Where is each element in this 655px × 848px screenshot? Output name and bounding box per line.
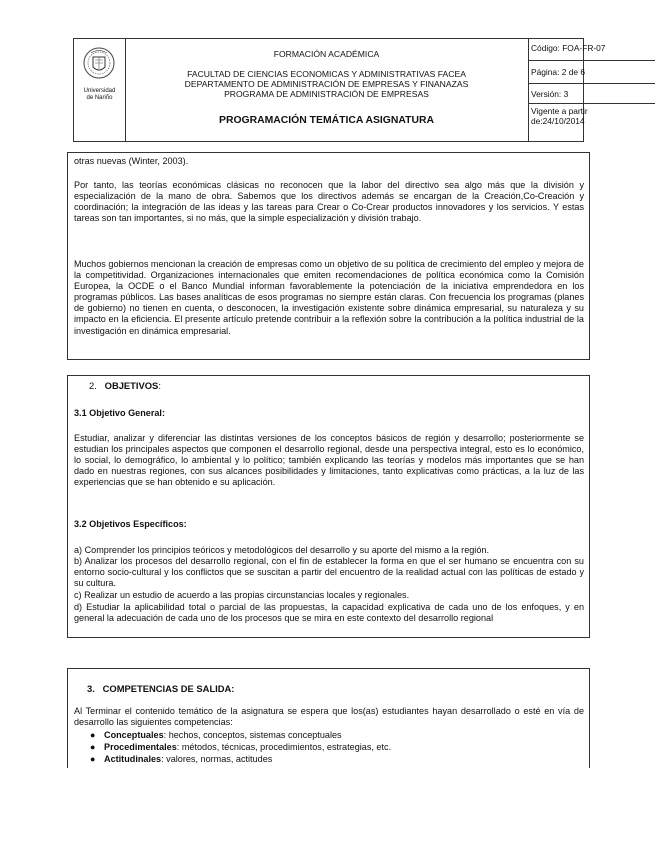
valid-from-line2: de:24/10/2014 [531,116,585,126]
paragraph: Por tanto, las teorías económicas clásicas no reconocen que la labor del directivo sea algo más que la división y especialización de la mano de obra. Sabemos que los directivos además se encargan de la Creación,Co-Creación y coordinación; la integración de las ideas y las tareas para Crear o Co-Crear productos innovadores y los servicios. Y estas tareas son tan importantes, si no más, que la simple especialización y división trabajo. [74,180,584,224]
competency-label: Conceptuales [104,730,164,740]
bullet-icon: ● [90,742,96,752]
competency-description: : hechos, conceptos, sistemas conceptuales [163,730,342,740]
section-colon: : [158,380,161,391]
specific-objective-a: a) Comprender los principios teóricos y metodológicos del desarrollo y su aporte del mismo a la región. [74,545,489,555]
specific-objective-b: b) Analizar los procesos del desarrollo regional, con el fin de establecer la forma en que el ser humano se encuentra con su entorno socio-cultural y los conflictos que se suscitan a partir del encuentro de la realidad actual con las políticas de estado y su cultura. [74,556,584,589]
competency-label: Procedimentales [104,742,177,752]
competency-description: : valores, normas, actitudes [161,754,273,764]
page-number: Página: 2 de 6 [531,67,586,77]
section-title: OBJETIVOS [104,380,159,391]
section-number: 2. [89,380,97,391]
section-number: 3. [87,683,95,694]
paragraph: Muchos gobiernos mencionan la creación de empresas como un objetivo de su política de crecimiento del empleo y mejora de la competitividad. Organizaciones internacionales que emiten recomendaciones de política económica como la Comisión Europea, la OCDE o el Banco Mundial informan favorablemente la potenciación de la iniciativa emprendedora en los programas públicos. Las bases analíticas de esos programas no siempre están claras. Con frecuencia los programas (planes de gobierno) no tienen en cuenta, o desconocen, la investigación existente sobre dinámica empresarial, su naturaleza y su impacto en la eficiencia. El presente artículo pretende contribuir a la reflexión sobre la contribución a la política industrial de la investigación en dinámica empresarial. [74,259,584,336]
competency-label: Actitudinales [104,754,162,764]
document-title: PROGRAMACIÓN TEMÁTICA ASIGNATURA [219,115,434,126]
divider [528,83,655,84]
logo-text-line2: de Nariño [86,95,113,101]
university-seal-icon [82,45,116,85]
department-name: DEPARTAMENTO DE ADMINISTRACIÓN DE EMPRESAS Y FINANAZAS [184,79,469,89]
competency-description: : métodos, técnicas, procedimientos, estrategias, etc. [176,742,392,752]
logo-text [76,88,123,102]
doc-version: Versión: 3 [531,89,569,99]
logo-text-line1: Universidad [83,88,116,94]
competencies-section-box [67,668,590,768]
paragraph: otras nuevas (Winter, 2003). [74,156,189,166]
general-objective-heading: 3.1 Objetivo General: [74,408,165,418]
document-header [73,38,606,142]
program-name: PROGRAMA DE ADMINISTRACIÓN DE EMPRESAS [224,89,429,99]
section-heading [89,380,161,391]
section-heading [87,683,234,694]
bullet-icon: ● [90,754,96,764]
header-title: FORMACIÓN ACADÉMICA [273,49,380,59]
header-meta-cell [528,39,606,141]
objectives-section-box [67,375,590,638]
specific-objective-d: d) Estudiar la aplicabilidad total o parcial de las propuestas, la capacidad explicativa de cada uno de los enfoques, y en general la adecuación de cada uno de los procesos que se mira en este contexto del desarrollo regional [74,602,584,624]
doc-code: Código: FOA-FR-07 [531,43,606,53]
divider [528,103,655,104]
header-title-cell [125,39,529,141]
general-objective-text: Estudiar, analizar y diferenciar las distintas versiones de los conceptos básicos de región y desarrollo; posteriormente se estudian los principales aspectos que componen el desarrollo regional, desde una perspectiva integral, esto es lo económico, lo social, lo demográfico, lo ambiental y lo político; también explicando las teorías y modelos más importantes que se han dado en nuestras regiones, con sus alcances posibilidades y limitaciones, tanto explicativas como prácticas, a la luz de las experiencias que se han obtenido e su aplicación. [74,433,584,488]
divider [528,60,655,61]
logo-cell [74,39,126,141]
section-title: COMPETENCIAS DE SALIDA: [102,683,235,694]
header-institution [125,69,528,99]
valid-from [528,106,655,126]
competencies-intro: Al Terminar el contenido temático de la asignatura se espera que los(as) estudiantes hayan desarrollado o esté en vía de desarrollo las siguientes competencias: [74,706,584,728]
specific-objective-c: c) Realizar un estudio de acuerdo a las propias circunstancias locales y regionales. [74,590,410,600]
intro-section-box [67,152,590,360]
specific-objectives-heading: 3.2 Objetivos Específicos: [74,519,187,529]
bullet-icon: ● [90,730,96,740]
faculty-name: FACULTAD DE CIENCIAS ECONOMICAS Y ADMINISTRATIVAS FACEA [187,69,466,79]
valid-from-line1: Vigente a partir [531,106,588,116]
